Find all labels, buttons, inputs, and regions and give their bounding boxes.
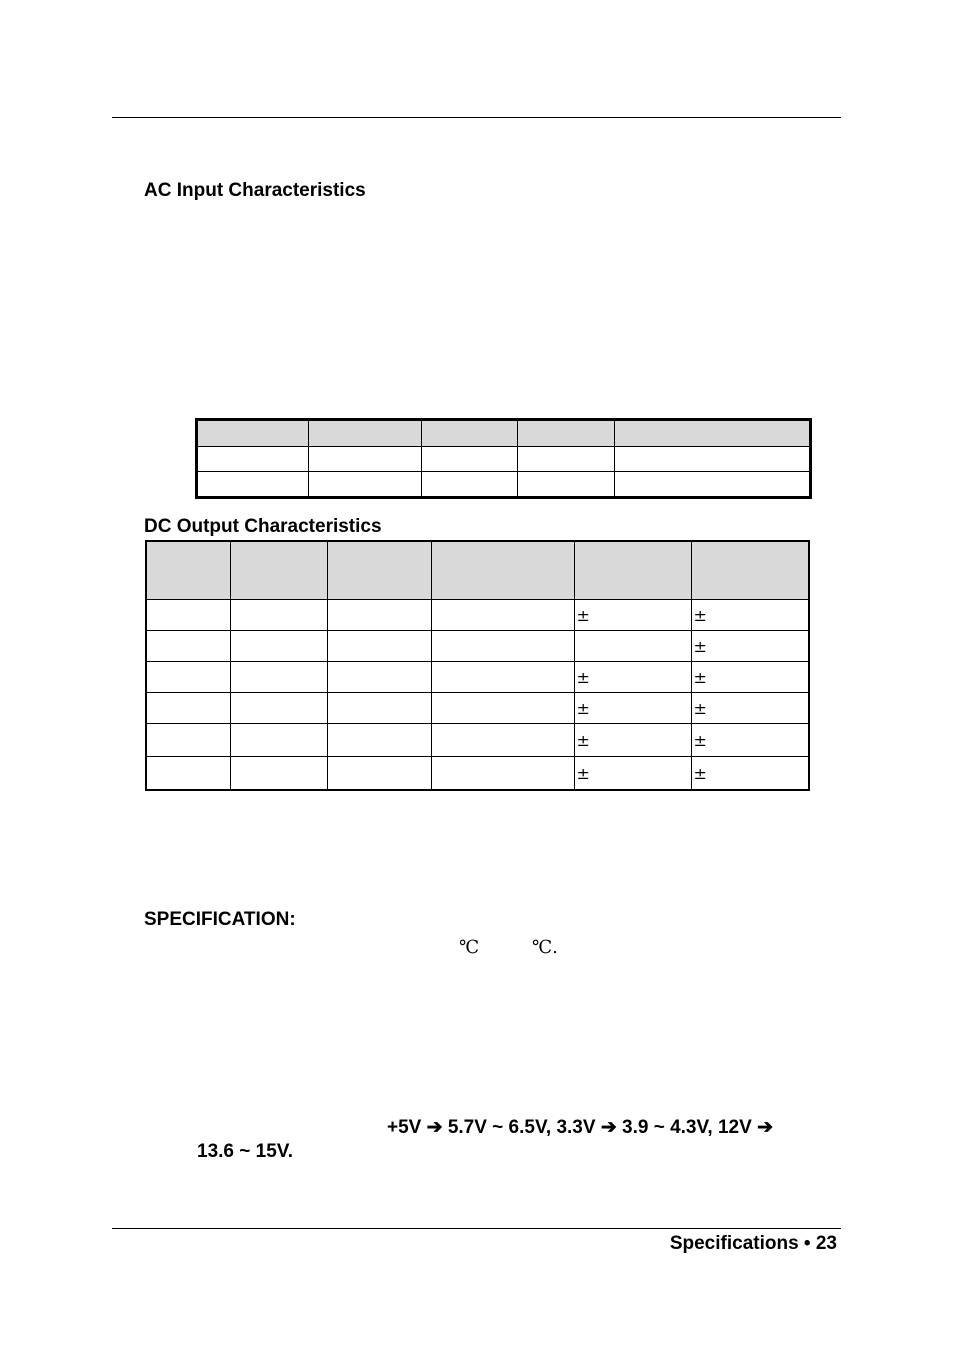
ovp-range-line-2: 13.6 ~ 15V. — [197, 1141, 293, 1162]
table-cell — [431, 600, 574, 631]
table-header-row — [197, 420, 811, 447]
table-cell — [146, 541, 230, 600]
footer-rule — [112, 1228, 841, 1229]
plus-minus-symbol: ± — [576, 730, 590, 750]
plus-minus-symbol: ± — [576, 605, 590, 625]
tolerance-cell — [574, 600, 691, 631]
table-cell — [197, 472, 309, 498]
tolerance-cell — [691, 724, 809, 757]
table-row — [146, 757, 809, 791]
table-cell — [327, 724, 431, 757]
tolerance-cell — [574, 724, 691, 757]
table-row — [197, 472, 811, 498]
table-cell — [518, 420, 615, 447]
ac-input-table — [195, 418, 812, 499]
table-cell — [230, 541, 327, 600]
tolerance-cell — [574, 662, 691, 693]
ac-input-heading: AC Input Characteristics — [144, 180, 366, 201]
tolerance-cell — [691, 600, 809, 631]
specification-heading: SPECIFICATION: — [144, 909, 296, 930]
tolerance-cell — [691, 662, 809, 693]
table-cell — [691, 541, 809, 600]
table-cell — [146, 662, 230, 693]
table-cell — [327, 631, 431, 662]
table-cell — [431, 724, 574, 757]
degree-celsius-symbol: ℃. — [532, 937, 558, 958]
table-cell — [327, 693, 431, 724]
table-cell — [230, 693, 327, 724]
tolerance-cell — [691, 757, 809, 791]
tolerance-cell — [691, 693, 809, 724]
table-cell — [197, 447, 309, 472]
table-cell — [431, 757, 574, 791]
table-cell — [327, 541, 431, 600]
plus-minus-symbol: ± — [693, 730, 707, 750]
tolerance-cell — [574, 631, 691, 662]
table-cell — [431, 662, 574, 693]
table-row — [197, 447, 811, 472]
table-cell — [431, 631, 574, 662]
plus-minus-symbol: ± — [576, 667, 590, 687]
table-cell — [431, 541, 574, 600]
table-cell — [309, 472, 422, 498]
table-cell — [230, 631, 327, 662]
plus-minus-symbol: ± — [693, 605, 707, 625]
table-cell — [309, 447, 422, 472]
table-cell — [197, 420, 309, 447]
table-cell — [422, 472, 518, 498]
table-cell — [146, 631, 230, 662]
table-cell — [431, 693, 574, 724]
table-cell — [327, 662, 431, 693]
table-header-row — [146, 541, 809, 600]
tolerance-cell — [574, 757, 691, 791]
table-cell — [327, 757, 431, 791]
table-cell — [615, 472, 811, 498]
plus-minus-symbol: ± — [693, 667, 707, 687]
footer-page-label: Specifications • 23 — [669, 1233, 837, 1254]
tolerance-cell — [691, 631, 809, 662]
plus-minus-symbol: ± — [693, 636, 707, 656]
table-cell — [422, 447, 518, 472]
table-cell — [615, 447, 811, 472]
plus-minus-symbol: ± — [576, 698, 590, 718]
table-cell — [146, 724, 230, 757]
table-cell — [422, 420, 518, 447]
table-cell — [309, 420, 422, 447]
table-row — [146, 724, 809, 757]
table-cell — [230, 724, 327, 757]
table-row — [146, 631, 809, 662]
table-cell — [327, 600, 431, 631]
degree-celsius-symbol: ℃ — [459, 937, 480, 958]
table-cell — [146, 693, 230, 724]
tolerance-cell — [574, 693, 691, 724]
table-cell — [518, 472, 615, 498]
dc-output-heading: DC Output Characteristics — [144, 516, 382, 537]
table-row — [146, 693, 809, 724]
plus-minus-symbol: ± — [693, 698, 707, 718]
table-cell — [518, 447, 615, 472]
table-cell — [615, 420, 811, 447]
table-row — [146, 600, 809, 631]
plus-minus-symbol: ± — [576, 763, 590, 783]
plus-minus-symbol: ± — [693, 763, 707, 783]
ovp-range-line-1: +5V ➔ 5.7V ~ 6.5V, 3.3V ➔ 3.9 ~ 4.3V, 12V ➔ — [387, 1117, 773, 1138]
dc-output-table — [145, 540, 810, 791]
table-cell — [574, 541, 691, 600]
table-cell — [146, 757, 230, 791]
table-cell — [230, 757, 327, 791]
table-row — [146, 662, 809, 693]
table-cell — [146, 600, 230, 631]
table-cell — [230, 662, 327, 693]
table-cell — [230, 600, 327, 631]
header-rule — [112, 117, 841, 118]
